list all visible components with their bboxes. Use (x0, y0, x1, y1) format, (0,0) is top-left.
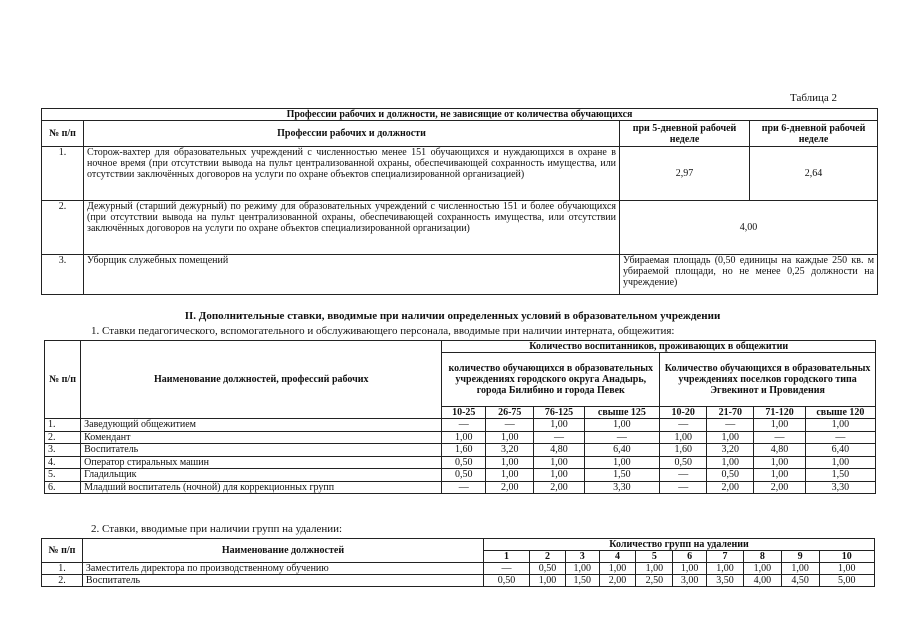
table-row: 3. Воспитатель 1,60 3,20 4,80 6,40 1,60 3,20 4,80 6,40 (45, 444, 876, 457)
header-name: Профессии рабочих и должности (84, 121, 620, 147)
table-row: 4. Оператор стиральных машин 0,50 1,00 1,00 1,00 0,50 1,00 1,00 1,00 (45, 456, 876, 469)
table-row: 1. Заведующий общежитием — — 1,00 1,00 — — 1,00 1,00 (45, 419, 876, 432)
table-row: 3. Уборщик служебных помещений Убираемая площадь (0,50 единицы на каждые 250 кв. м убираемой площади, но не менее 0,25 должности на учреждение) (42, 255, 878, 295)
professions-table (41, 108, 878, 295)
table-caption: Профессии рабочих и должности, не зависящие от количества обучающихся (42, 109, 878, 121)
subsection-2: 2. Ставки, вводимые при наличии групп на удалении: (91, 523, 343, 535)
section-title: II. Дополнительные ставки, вводимые при наличии определенных условий в образовательном учреждении (184, 310, 721, 322)
table-row: 2. Комендант 1,00 1,00 — — 1,00 1,00 — — (45, 431, 876, 444)
dormitory-rates-table: № п/п Наименование должностей, профессий рабочих Количество воспитанников, проживающих в общежитии количество обучающихся в образовательных учреждениях городского округа Анадырь, города Билибино и города Певек Количество обучающихся в образовательных учреждениях поселков городского типа Эгвекинот и Провидения 10-25 26-75 76-125 свыше 125 10-20 21-70 71-120 свыше 120 1. Заведующий общежитием — — 1,00 1,00 — — 1,00 1,00 2. Комендант 1,00 1,00 — — 1,00 1,00 — — 3. Воспитатель 1,60 3,20 4,80 6,40 1,60 3,20 4,80 6,40 4. Оператор стиральных машин 0,50 1,00 1,00 1,00 0,50 1,00 1,00 1,00 5. Гладильщик 0,50 1,00 1,00 1,50 — 0,50 1,00 1,50 6. Младший воспитатель (ночной) для коррекционных групп — 2,00 2,00 3,30 — 2,00 2,00 3,30 (44, 340, 876, 494)
table-label: Таблица 2 (790, 92, 838, 104)
header-num: № п/п (42, 121, 84, 147)
table-row: 1. Заместитель директора по производственному обучению — 0,50 1,00 1,00 1,00 1,00 1,00 1,00 1,00 1,00 (42, 563, 875, 575)
table-row: 5. Гладильщик 0,50 1,00 1,00 1,50 — 0,50 1,00 1,50 (45, 469, 876, 482)
subsection-1: 1. Ставки педагогического, вспомогательного и обслуживающего персонала, вводимые при наличии интерната, общежития: (91, 325, 675, 337)
table-row: 2. Дежурный (старший дежурный) по режиму для образовательных учреждений с численностью 151 и более обучающихся (при отсутствии вывода на пульт централизованной охраны, обеспечивающей сохранность имущества, или отсутствии заключённых договоров на услуги по охране объектов специализированной организации) 4,00 (42, 201, 878, 255)
table-row: 1. Сторож-вахтер для образовательных учреждений с численностью менее 151 обучающихся и нуждающихся в охране в ночное время (при отсутствии вывода на пульт централизованной охраны, обеспечивающей сохранность имущества, или отсутствии заключённых договоров на услуги по охране объектов специализированной организацией) 2,97 2,64 (42, 147, 878, 201)
remote-groups-table: № п/п Наименование должностей Количество групп на удалении 1 2 3 4 5 6 7 8 9 10 1. Заместитель директора по производственному обучению — 0,50 1,00 1,00 1,00 1,00 1,00 1,00 1,00 1,00 2. Воспитатель 0,50 1,00 1,50 2,00 2,50 3,00 3,50 4,00 4,50 5,00 (41, 538, 875, 587)
header-6day: при 6-дневной рабочей неделе (750, 121, 878, 147)
table-row: 2. Воспитатель 0,50 1,00 1,50 2,00 2,50 3,00 3,50 4,00 4,50 5,00 (42, 575, 875, 587)
header-5day: при 5-дневной рабочей неделе (620, 121, 750, 147)
table-row: 6. Младший воспитатель (ночной) для коррекционных групп — 2,00 2,00 3,30 — 2,00 2,00 3,30 (45, 481, 876, 494)
